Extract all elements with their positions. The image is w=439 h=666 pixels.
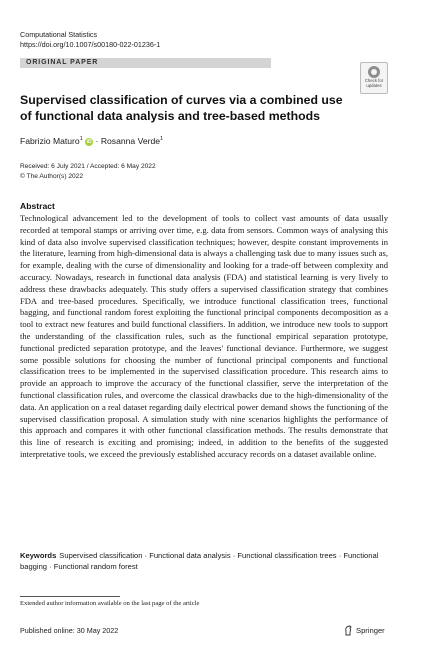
affiliation-mark: 1: [160, 136, 164, 143]
doi-link[interactable]: https://doi.org/10.1007/s00180-022-01236-1: [20, 40, 161, 49]
author-name[interactable]: Fabrizio Maturo: [20, 136, 80, 146]
copyright-notice: © The Author(s) 2022: [20, 173, 84, 180]
affiliation-mark: 1: [79, 136, 83, 143]
journal-name: Computational Statistics: [20, 30, 98, 39]
abstract-heading: Abstract: [20, 201, 55, 211]
abstract-text: Technological advancement led to the development of tools to collect vast amounts of data usually recorded at temporal stamps or arriving over time, e.g. data from sensors. Common ways of analysing this kind of data also involve supervised classification techniques; however, despite constant improvements in the literature, learning from high-dimensional data is always a challenging task due to many issues such as, for example, dealing with the curse of dimensionality and looking for a trade-off between complexity and accuracy. Nowadays, research in functional data analysis (FDA) and statistical learning is very lively to address these drawbacks adequately. This study offers a supervised classification strategy that combines FDA and tree-based procedures. Specifically, we introduce functional classification trees, functional bagging, and functional random forest exploiting the functional principal components decomposition as a tool to extract new features and build functional classifiers. In addition, we introduce new tools to support the understanding of the classification rules, such as the functional empirical separation prototype, functional predicted separation prototype, and the leaves' functional deviance. Furthermore, we suggest some possible solutions for choosing the number of functional principal components and functional classification trees to be implemented in the supervised classification procedure. This research aims to provide an approach to improve the accuracy of the functional classifier, serve the interpretation of the functional classification rules, and overcome the classical drawbacks due to the high-dimensionality of the data. An application on a real dataset regarding daily electrical power demand shows the functioning of the supervised classification proposal. A simulation study with nine scenarios highlights the performance of this approach and compares it with other functional classification methods. The results demonstrate that this line of research is exciting and promising; indeed, in addition to the benefits of the suggested interpretative tools, we exceed the previously established accuracy records on a dataset available online.: [20, 213, 388, 459]
author-list: [20, 136, 163, 146]
keywords-text: Supervised classification · Functional data analysis · Functional classification trees · Functional bagging · Functional random forest: [20, 551, 379, 572]
footnote-divider: [20, 596, 120, 597]
article-title: Supervised classification of curves via a combined use of functional data analysis and tree-based methods: [20, 93, 343, 123]
orcid-icon[interactable]: iD: [86, 138, 92, 145]
article-type-label: ORIGINAL PAPER: [26, 59, 99, 66]
author-name[interactable]: Rosanna Verde: [100, 136, 161, 146]
author-separator: ·: [95, 136, 99, 146]
author-info-footnote: Extended author information available on the last page of the article: [20, 600, 200, 607]
springer-logo: [344, 624, 385, 636]
badge-text-1: Check for: [364, 78, 384, 83]
update-icon: [368, 66, 380, 78]
published-online-date: Published online: 30 May 2022: [20, 626, 119, 635]
publisher-name: Springer: [356, 625, 385, 635]
keywords-label: Keywords: [20, 551, 57, 560]
keywords-block: [20, 550, 382, 573]
badge-text-2: updates: [366, 82, 382, 88]
springer-horse-icon: [344, 625, 353, 636]
article-dates: [20, 162, 156, 182]
received-accepted-dates: Received: 6 July 2021 / Accepted: 6 May 2022: [20, 163, 156, 170]
journal-header: [20, 30, 160, 50]
check-for-updates-badge[interactable]: [360, 62, 388, 94]
